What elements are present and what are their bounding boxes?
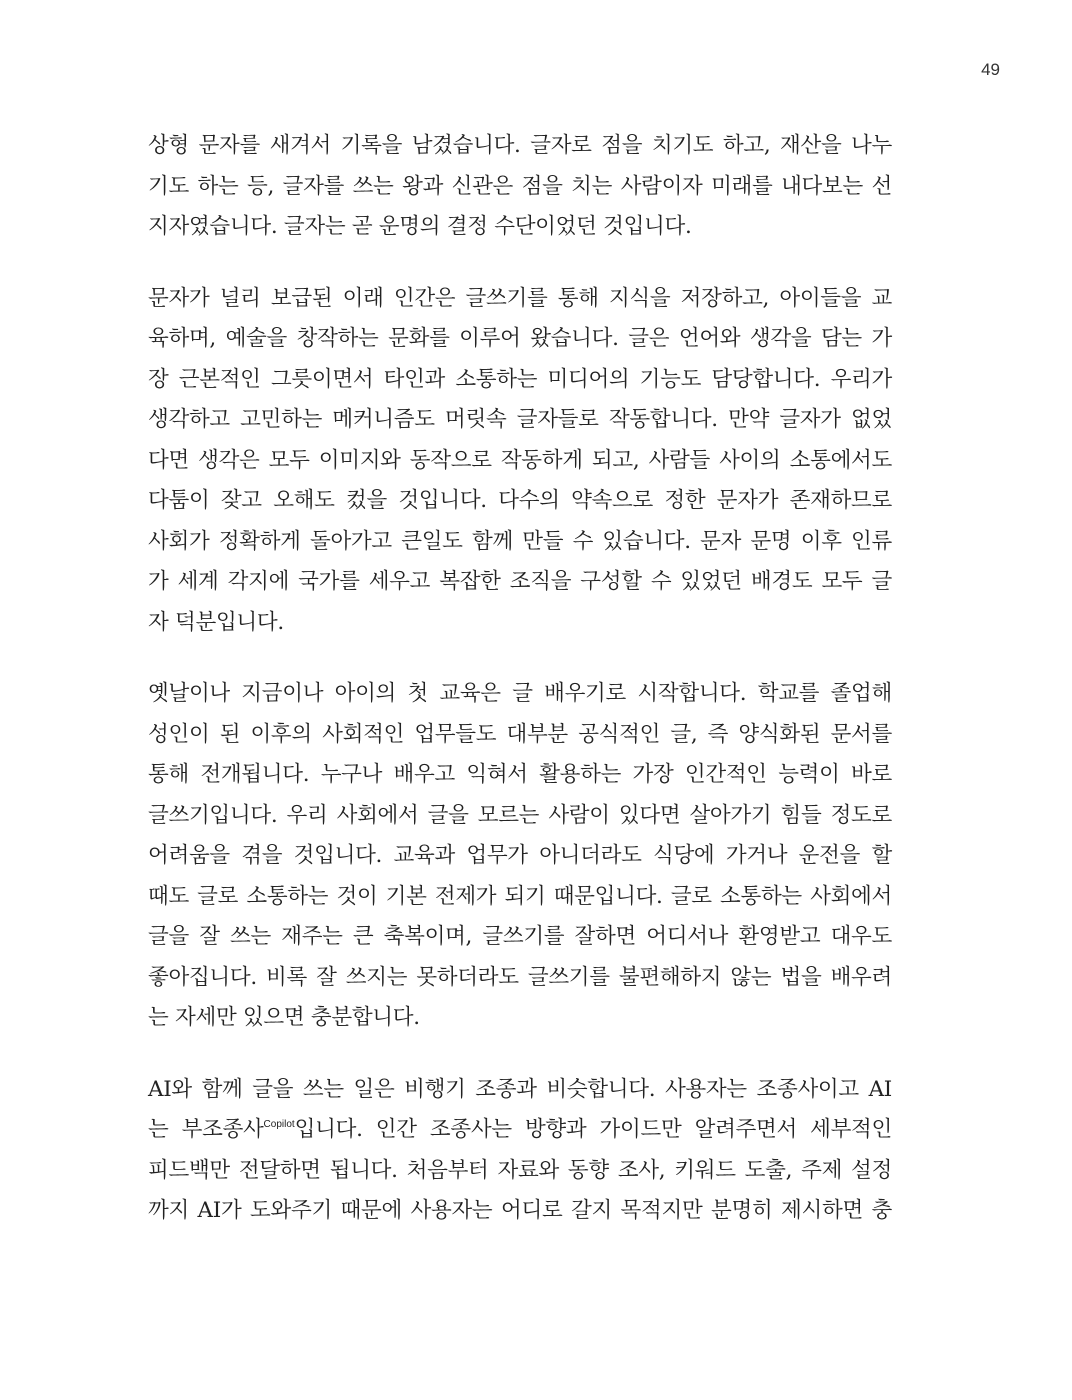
- text-line: 좋아집니다. 비록 잘 쓰지는 못하더라도 글쓰기를 불편해하지 않는 법을 배우려: [148, 964, 892, 990]
- text-line: 글을 잘 쓰는 재주는 큰 축복이며, 글쓰기를 잘하면 어디서나 환영받고 대우도: [148, 924, 892, 949]
- text-line: 육하며, 예술을 창작하는 문화를 이루어 왔습니다. 글은 언어와 생각을 담는 가: [148, 326, 892, 351]
- text-segment: 는 부조종사: [148, 1117, 264, 1142]
- text-line: 어려움을 겪을 것입니다. 교육과 업무가 아니더라도 식당에 가거나 운전을 할: [148, 843, 892, 868]
- page-number: 49: [981, 60, 1000, 79]
- text-line: 지자였습니다. 글자는 곧 운명의 결정 수단이었던 것입니다.: [148, 214, 692, 239]
- text-line: 자 덕분입니다.: [148, 609, 284, 635]
- text-segment: 입니다. 인간 조종사는 방향과 가이드만 알려주면서 세부적인: [294, 1117, 892, 1142]
- text-line: 통해 전개됩니다. 누구나 배우고 익혀서 활용하는 가장 인간적인 능력이 바로: [148, 762, 892, 787]
- text-line-with-note: [148, 1110, 892, 1151]
- text-line: 다면 생각은 모두 이미지와 동작으로 작동하게 되고, 사람들 사이의 소통에서도: [148, 447, 892, 473]
- text-line: 글쓰기입니다. 우리 사회에서 글을 모르는 사람이 있다면 살아가기 힘들 정도로: [148, 802, 892, 828]
- text-line: 장 근본적인 그릇이면서 타인과 소통하는 미디어의 기능도 담당합니다. 우리가: [148, 366, 892, 392]
- paragraph-2: [148, 279, 892, 644]
- copilot-superscript: Copilot: [263, 1119, 295, 1130]
- text-line: 가 세계 각지에 국가를 세우고 복잡한 조직을 구성할 수 있었던 배경도 모두 글: [148, 569, 892, 594]
- text-line: 사회가 정확하게 돌아가고 큰일도 함께 만들 수 있습니다. 문자 문명 이후 인류: [148, 528, 892, 554]
- text-line: 문자가 널리 보급된 이래 인간은 글쓰기를 통해 지식을 저장하고, 아이들을 교: [148, 285, 892, 311]
- paragraph-4: [148, 1070, 892, 1232]
- text-line: 피드백만 전달하면 됩니다. 처음부터 자료와 동향 조사, 키워드 도출, 주제 설정: [148, 1157, 892, 1183]
- text-line: 옛날이나 지금이나 아이의 첫 교육은 글 배우기로 시작합니다. 학교를 졸업해: [148, 681, 892, 706]
- text-line: 때도 글로 소통하는 것이 기본 전제가 되기 때문입니다. 글로 소통하는 사회에서: [148, 883, 892, 909]
- body-text: [148, 126, 892, 1263]
- paragraph-3: [148, 674, 892, 1039]
- text-line: 상형 문자를 새겨서 기록을 남겼습니다. 글자로 점을 치기도 하고, 재산을 나누: [148, 133, 892, 158]
- text-line: 다툼이 잦고 오해도 컸을 것입니다. 다수의 약속으로 정한 문자가 존재하므로: [148, 488, 892, 513]
- text-line: 기도 하는 등, 글자를 쓰는 왕과 신관은 점을 치는 사람이자 미래를 내다보는 선: [148, 173, 892, 199]
- text-line: 성인이 된 이후의 사회적인 업무들도 대부분 공식적인 글, 즉 양식화된 문서를: [148, 721, 892, 747]
- text-line: AI와 함께 글을 쓰는 일은 비행기 조종과 비슷합니다. 사용자는 조종사이고 AI: [148, 1076, 892, 1102]
- text-line: 는 자세만 있으면 충분합니다.: [148, 1005, 420, 1030]
- paragraph-1: [148, 126, 892, 248]
- text-line: 까지 AI가 도와주기 때문에 사용자는 어디로 갈지 목적지만 분명히 제시하면 충: [148, 1198, 892, 1223]
- text-line: 생각하고 고민하는 메커니즘도 머릿속 글자들로 작동합니다. 만약 글자가 없었: [148, 407, 892, 432]
